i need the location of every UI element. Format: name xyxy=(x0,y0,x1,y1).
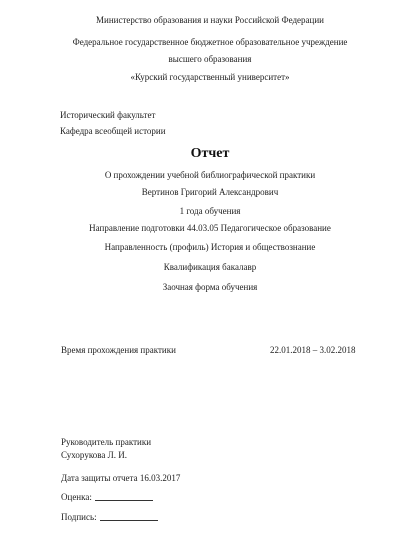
supervisor-name: Сухорукова Л. И. xyxy=(61,450,127,460)
practice-line: О прохождении учебной библиографической практики xyxy=(104,170,316,180)
grade-label: Оценка xyxy=(61,492,90,502)
federal-institution-line: Федеральное государственное бюджетное образовательное учреждение xyxy=(72,37,348,47)
training-profile: Направленность (профиль) История и обществознание xyxy=(104,242,316,252)
faculty-label: Исторический факультет xyxy=(60,110,156,120)
education-level-line: высшего образования xyxy=(168,54,252,64)
study-year: 1 года обучения xyxy=(179,206,241,216)
supervisor-label: Руководитель практики xyxy=(61,437,152,447)
document-title: Отчет xyxy=(190,146,230,161)
signature-blank-line xyxy=(100,512,158,521)
student-name: Вертинов Григорий Александрович xyxy=(141,187,279,197)
grade-blank-line xyxy=(95,492,153,501)
practice-period-label: Время прохождения практики xyxy=(61,345,176,355)
training-direction: Направление подготовки 44.03.05 Педагогическое образование xyxy=(89,223,331,233)
defense-date: Дата защиты отчета 16.03.2017 xyxy=(61,473,181,483)
ministry-line: Министерство образования и науки Российской Федерации xyxy=(96,15,324,25)
department-label: Кафедра всеобщей истории xyxy=(60,126,166,136)
university-name: «Курский государственный университет» xyxy=(130,72,290,82)
grade-row: Оценка: xyxy=(61,492,153,503)
practice-period-value: 22.01.2018 – 3.02.2018 xyxy=(270,345,356,355)
study-form: Заочная форма обучения xyxy=(162,282,258,292)
signature-label: Подпись xyxy=(61,512,95,522)
signature-row: Подпись: xyxy=(61,512,158,523)
qualification: Квалификация бакалавр xyxy=(163,262,257,272)
